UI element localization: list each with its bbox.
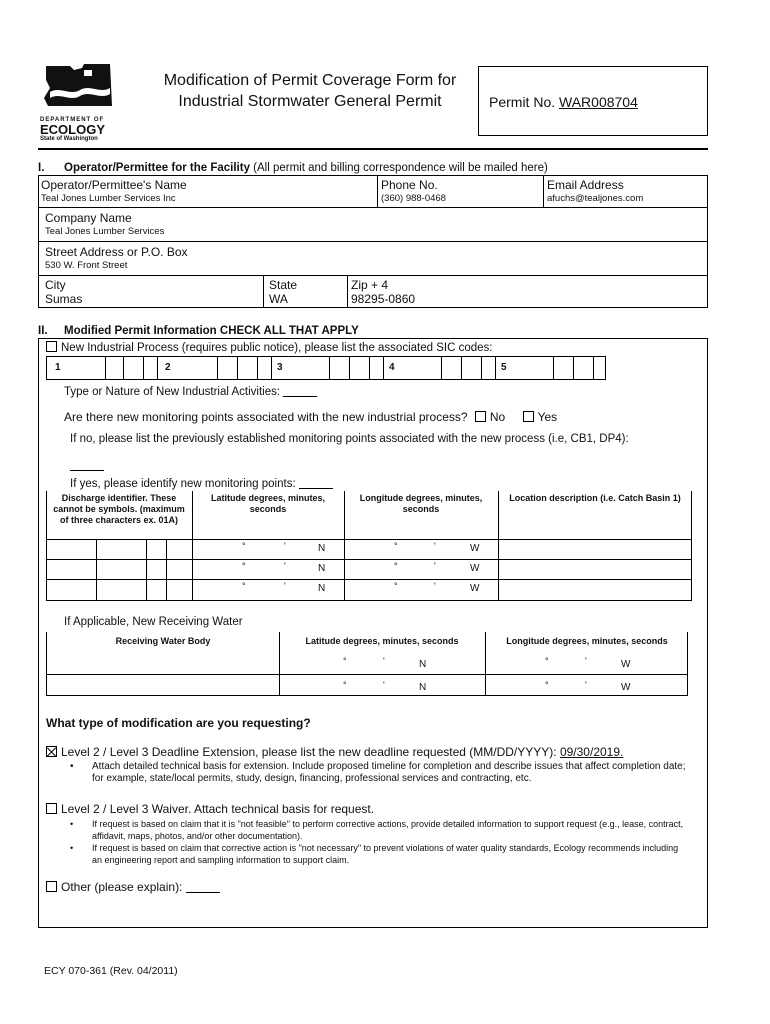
rw-row2-lon-min[interactable]: ' <box>585 680 587 690</box>
monitoring-question <box>64 410 557 424</box>
rw-row1-lon-min[interactable]: ' <box>585 656 587 666</box>
zip-label: Zip + 4 <box>351 278 389 292</box>
form-title-line2: Industrial Stormwater General Permit <box>178 93 442 110</box>
monitoring-no-label: No <box>489 410 506 424</box>
company-name-value: Teal Jones Lumber Services <box>45 226 165 237</box>
state-label: State <box>269 278 298 292</box>
rw-row2-lat-min[interactable]: ' <box>383 680 385 690</box>
form-title <box>140 70 480 112</box>
rw-row2-lat-deg[interactable]: ° <box>343 680 347 690</box>
other-label: Other (please explain): <box>61 880 183 894</box>
extension-option[interactable] <box>46 745 623 759</box>
if-no-blank[interactable] <box>70 456 104 474</box>
state-value: WA <box>269 292 288 306</box>
row2-lat-min[interactable]: ' <box>284 561 286 571</box>
operator-info-box <box>38 175 708 308</box>
extension-date-value[interactable]: 09/30/2019. <box>559 745 624 759</box>
rw-row2-lon-deg[interactable]: ° <box>545 680 549 690</box>
monitoring-yes-label: Yes <box>537 410 558 424</box>
ecology-logo <box>40 62 120 146</box>
operator-name-field[interactable] <box>41 178 187 204</box>
row3-lon-w: W <box>470 583 480 594</box>
washington-state-map-icon <box>40 62 120 110</box>
other-blank[interactable] <box>186 882 220 893</box>
phone-label: Phone No. <box>381 178 438 192</box>
extension-bullet: • Attach detailed technical basis for extension. Include proposed timeline for completion and describe issues that affect completion date; for example, state/local permits, study, design, financing, professional services and contracting, etc. <box>70 761 690 785</box>
waiver-bullet-1-text: If request is based on claim that it is "not feasible" to perform corrective actions, provide detailed information to support request (e.g., lease, contract, affidavit, maps, photos, and/or other documentation). <box>92 819 684 841</box>
waiver-label: Level 2 / Level 3 Waiver. Attach technical basis for request. <box>61 802 375 816</box>
if-no-text: If no, please list the previously established monitoring points associated with the new process (i.e, CB1, DP4): <box>70 433 629 445</box>
other-checkbox[interactable] <box>46 881 57 892</box>
monitoring-no-checkbox[interactable] <box>475 411 486 422</box>
if-yes-field[interactable] <box>70 478 333 490</box>
operator-name-value: Teal Jones Lumber Services Inc <box>41 193 176 204</box>
section1-title: Operator/Permittee for the Facility <box>64 162 250 174</box>
sic-code-2[interactable]: 2 <box>165 362 171 373</box>
new-process-option[interactable] <box>46 341 492 354</box>
section2-heading <box>38 325 359 337</box>
other-option[interactable] <box>46 880 220 894</box>
location-description-header: Location description (i.e. Catch Basin 1) <box>509 493 681 503</box>
phone-field[interactable] <box>381 178 446 204</box>
street-address-value: 530 W. Front Street <box>45 260 128 271</box>
row1-lat-min[interactable]: ' <box>284 541 286 551</box>
monitoring-points-table <box>46 491 692 601</box>
type-nature-blank[interactable] <box>283 386 317 397</box>
form-id-footer: ECY 070-361 (Rev. 04/2011) <box>44 965 178 977</box>
rw-row2-lat-n: N <box>419 682 427 693</box>
city-value: Sumas <box>45 292 83 306</box>
rw-row1-lon-deg[interactable]: ° <box>545 656 549 666</box>
row1-lat-deg[interactable]: ° <box>242 541 246 551</box>
new-process-checkbox[interactable] <box>46 341 57 352</box>
monitoring-question-text: Are there new monitoring points associated with the new industrial process? <box>64 410 468 424</box>
logo-ecology-text: ECOLOGY <box>40 122 106 137</box>
waiver-bullet-2: • If request is based on claim that corrective action is "not necessary" to prevent violations of water quality standards, Ecology recommends including an engineering report and sampling information to support claim. <box>70 842 690 866</box>
email-label: Email Address <box>547 178 624 192</box>
row1-lon-min[interactable]: ' <box>434 541 436 551</box>
form-title-line1: Modification of Permit Coverage Form for <box>163 72 457 89</box>
extension-bullet-text: Attach detailed technical basis for extension. Include proposed timeline for completion and describe issues that affect completion date; for example, state/local permits, study, design, financing, professional services and contracting, etc. <box>92 761 686 784</box>
receiving-water-body-header: Receiving Water Body <box>115 636 211 646</box>
row2-lon-min[interactable]: ' <box>434 561 436 571</box>
waiver-option[interactable] <box>46 802 374 816</box>
type-nature-field[interactable] <box>64 386 317 398</box>
logo-department-text: DEPARTMENT OF <box>40 117 105 123</box>
row1-lat-n: N <box>318 543 326 554</box>
if-yes-label: If yes, please identify new monitoring points: <box>70 478 296 490</box>
row2-lat-n: N <box>318 563 326 574</box>
sic-codes-row <box>46 356 606 380</box>
receiving-water-table <box>46 632 688 696</box>
section1-number: I. <box>38 162 45 174</box>
waiver-bullet-2-text: If request is based on claim that corrective action is "not necessary" to prevent violations of water quality standards, Ecology recommends including an engineering report and sampling information to support claim. <box>92 843 679 865</box>
rw-row1-lat-n: N <box>419 659 427 670</box>
sic-code-4[interactable]: 4 <box>389 362 395 373</box>
receiving-latitude-header: Latitude degrees, minutes, seconds <box>305 636 459 646</box>
city-label: City <box>45 278 66 292</box>
phone-value: (360) 988-0468 <box>381 193 446 204</box>
rw-row1-lat-deg[interactable]: ° <box>343 656 347 666</box>
permit-number-box <box>478 66 708 136</box>
row1-lon-w: W <box>470 543 480 554</box>
sic-code-5[interactable]: 5 <box>501 362 507 373</box>
row3-lat-deg[interactable]: ° <box>242 581 246 591</box>
row1-lon-deg[interactable]: ° <box>394 541 398 551</box>
sic-code-3[interactable]: 3 <box>277 362 283 373</box>
row3-lon-deg[interactable]: ° <box>394 581 398 591</box>
waiver-bullet-1: • If request is based on claim that it is "not feasible" to perform corrective actions, provide detailed information to support request (e.g., lease, contract, affidavit, maps, photos, and/or other documentation). <box>70 818 690 842</box>
section1-note: (All permit and billing correspondence will be mailed here) <box>253 162 548 174</box>
zip-value: 98295-0860 <box>351 292 416 306</box>
if-yes-blank[interactable] <box>299 478 333 489</box>
permit-number-value[interactable]: WAR008704 <box>559 94 638 110</box>
header-divider <box>38 148 708 150</box>
state-field[interactable] <box>269 278 297 306</box>
rw-row1-lat-min[interactable]: ' <box>383 656 385 666</box>
receiving-water-label: If Applicable, New Receiving Water <box>64 616 243 628</box>
latitude-header: Latitude degrees, minutes, seconds <box>210 493 326 514</box>
zip-field[interactable] <box>351 278 415 306</box>
waiver-checkbox[interactable] <box>46 803 57 814</box>
row2-lon-deg[interactable]: ° <box>394 561 398 571</box>
email-value: afuchs@tealjones.com <box>547 193 644 204</box>
city-field[interactable] <box>45 278 82 306</box>
logo-state-text: State of Washington <box>40 136 98 142</box>
row2-lon-w: W <box>470 563 480 574</box>
type-nature-label: Type or Nature of New Industrial Activities: <box>64 386 281 398</box>
row3-lat-min[interactable]: ' <box>284 581 286 591</box>
extension-label: Level 2 / Level 3 Deadline Extension, please list the new deadline requested (MM/DD/YYYY): <box>61 745 557 759</box>
permit-number-label: Permit No. <box>489 94 556 110</box>
longitude-header: Longitude degrees, minutes, seconds <box>359 493 483 514</box>
operator-name-label: Operator/Permittee's Name <box>41 178 187 192</box>
modification-question: What type of modification are you requesting? <box>46 716 311 730</box>
street-address-field[interactable] <box>45 245 188 271</box>
monitoring-yes-checkbox[interactable] <box>523 411 534 422</box>
new-process-label: New Industrial Process (requires public notice), please list the associated SIC codes: <box>61 342 493 354</box>
street-address-label: Street Address or P.O. Box <box>45 245 188 259</box>
section2-number: II. <box>38 325 48 337</box>
rw-row1-lon-w: W <box>621 659 631 670</box>
receiving-longitude-header: Longitude degrees, minutes, seconds <box>506 636 668 646</box>
section1-heading <box>38 162 548 174</box>
row3-lat-n: N <box>318 583 326 594</box>
extension-checkbox[interactable] <box>46 746 57 757</box>
rw-row2-lon-w: W <box>621 682 631 693</box>
section2-title: Modified Permit Information CHECK ALL THAT APPLY <box>64 325 359 337</box>
sic-code-1[interactable]: 1 <box>55 362 61 373</box>
email-field[interactable] <box>547 178 643 204</box>
row3-lon-min[interactable]: ' <box>434 581 436 591</box>
company-name-field[interactable] <box>45 211 164 237</box>
discharge-id-header: Discharge identifier. These cannot be symbols. (maximum of three characters ex. 01A) <box>53 493 185 525</box>
company-name-label: Company Name <box>45 211 132 225</box>
row2-lat-deg[interactable]: ° <box>242 561 246 571</box>
